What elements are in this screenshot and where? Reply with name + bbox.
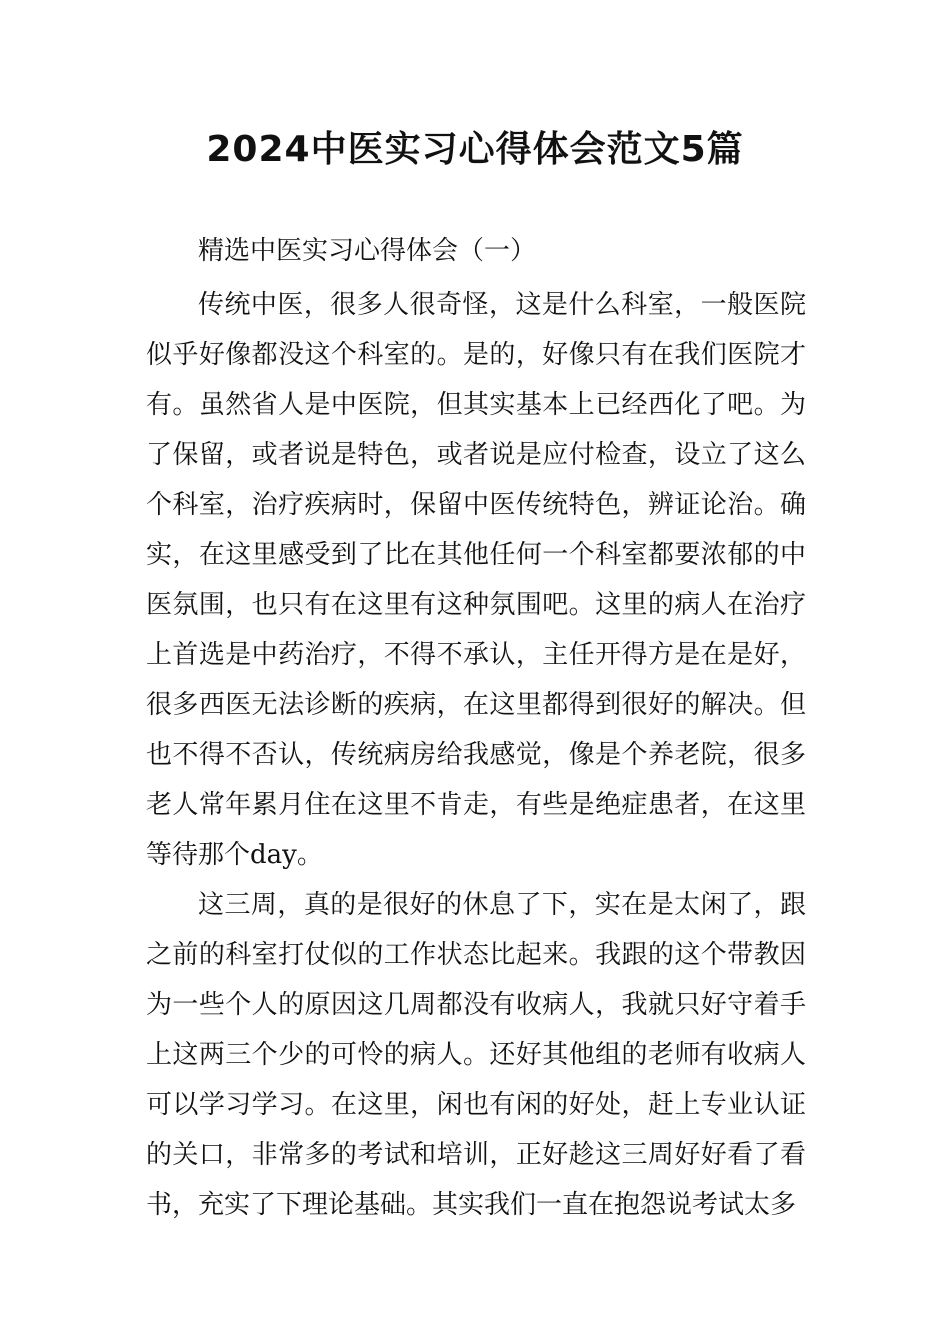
paragraph-2: 这三周，真的是很好的休息了下，实在是太闲了，跟之前的科室打仗似的工作状态比起来。我跟的这个带教因为一些个人的原因这几周都没有收病人，我就只好守着手上这两三个少的可怜的病人。还好其他组的老师有收病人可以学习学习。在这里，闲也有闲的好处，赶上专业认证的关口，非常多的考试和培训，正好趁这三周好好看了看书，充实了下理论基础。其实我们一直在抱怨说考试太多 <box>146 890 806 1220</box>
document-body <box>146 226 806 1230</box>
paragraph-1: 传统中医，很多人很奇怪，这是什么科室，一般医院似乎好像都没这个科室的。是的，好像只有在我们医院才有。虽然省人是中医院，但其实基本上已经西化了吧。为了保留，或者说是特色，或者说是应付检查，设立了这么个科室，治疗疾病时，保留中医传统特色，辨证论治。确实，在这里感受到了比在其他任何一个科室都要浓郁的中医氛围，也只有在这里有这种氛围吧。这里的病人在治疗上首选是中药治疗，不得不承认，主任开得方是在是好，很多西医无法诊断的疾病，在这里都得到很好的解决。但也不得不否认，传统病房给我感觉，像是个养老院，很多老人常年累月住在这里不肯走，有些是绝症患者，在这里等待那个day。 <box>146 290 806 870</box>
document-title: 2024中医实习心得体会范文5篇 <box>206 129 744 170</box>
section-heading: 精选中医实习心得体会（一） <box>198 236 537 266</box>
